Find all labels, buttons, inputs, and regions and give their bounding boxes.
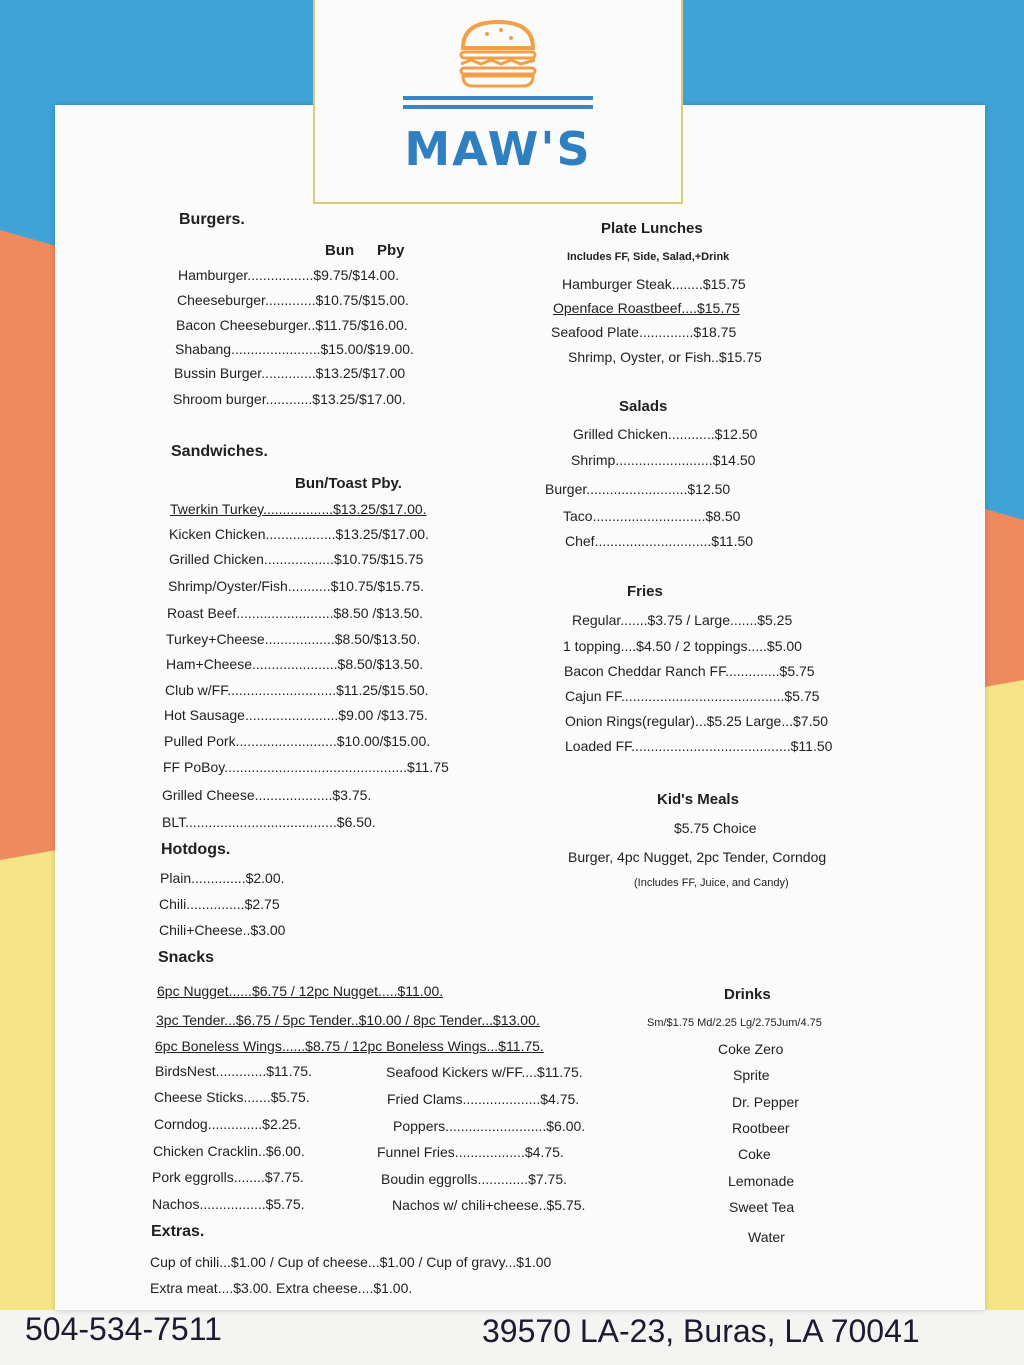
brand-name: MAW'S xyxy=(404,122,592,176)
hotdogs-title: Hotdogs. xyxy=(161,841,231,858)
address: 39570 LA-23, Buras, LA 70041 xyxy=(482,1313,920,1349)
menu-item: Shroom burger............$13.25/$17.00. xyxy=(173,391,406,407)
logo xyxy=(313,0,683,204)
menu-item: Cheeseburger.............$10.75/$15.00. xyxy=(177,292,409,308)
menu-item: 6pc Nugget......$6.75 / 12pc Nugget.....$11.00. xyxy=(157,983,444,999)
menu-item: Ham+Cheese......................$8.50/$13.50. xyxy=(166,656,424,672)
menu-item: Plain..............$2.00. xyxy=(160,870,285,886)
menu-item: Loaded FF.........................................$11.50 xyxy=(565,738,833,754)
menu-item: Regular.......$3.75 / Large.......$5.25 xyxy=(572,612,793,628)
drink-item: Rootbeer xyxy=(732,1120,790,1136)
menu-item: Grilled Chicken............$12.50 xyxy=(573,426,758,442)
kids-meals-options: Burger, 4pc Nugget, 2pc Tender, Corndog xyxy=(568,849,827,865)
drink-item: Sprite xyxy=(733,1067,770,1083)
menu-item: Funnel Fries..................$4.75. xyxy=(377,1144,564,1160)
burger-icon xyxy=(457,18,539,88)
menu-item: BLT.......................................$6.50. xyxy=(162,814,376,830)
phone-number: 504-534-7511 xyxy=(25,1311,222,1347)
logo-stripes xyxy=(403,96,593,114)
drink-item: Sweet Tea xyxy=(729,1199,795,1215)
menu-item: Seafood Plate..............$18.75 xyxy=(551,324,737,340)
menu-item: Kicken Chicken..................$13.25/$17.00. xyxy=(169,526,429,542)
menu-item: Chili...............$2.75 xyxy=(159,896,280,912)
menu-item: Chicken Cracklin..$6.00. xyxy=(153,1143,305,1159)
drink-item: Coke Zero xyxy=(718,1041,784,1057)
menu-item: Chili+Cheese..$3.00 xyxy=(159,922,286,938)
menu-item: Bacon Cheddar Ranch FF..............$5.75 xyxy=(564,663,815,679)
burgers-title: Burgers. xyxy=(179,211,245,228)
menu-item: Pork eggrolls........$7.75. xyxy=(152,1169,304,1185)
menu-item: Twerkin Turkey..................$13.25/$17.00. xyxy=(170,501,427,517)
menu-item: Club w/FF............................$11.25/$15.50. xyxy=(165,682,429,698)
kids-meals-title: Kid's Meals xyxy=(657,791,739,808)
kids-meals-price: $5.75 Choice xyxy=(674,820,757,836)
menu-item: Hot Sausage........................$9.00 /$13.75. xyxy=(164,707,428,723)
menu-item: Shrimp.........................$14.50 xyxy=(571,452,756,468)
drink-item: Coke xyxy=(738,1146,771,1162)
snacks-title: Snacks xyxy=(158,949,215,966)
menu-item: Hamburger.................$9.75/$14.00. xyxy=(178,267,400,283)
drink-item: Water xyxy=(748,1229,785,1245)
fries-title: Fries xyxy=(627,583,663,600)
menu-item: Boudin eggrolls.............$7.75. xyxy=(381,1171,567,1187)
menu-item: Cajun FF..........................................$5.75 xyxy=(565,688,820,704)
drinks-sizes: Sm/$1.75 Md/2.25 Lg/2.75Jum/4.75 xyxy=(647,1017,822,1029)
drink-item: Dr. Pepper xyxy=(732,1094,799,1110)
extras-title: Extras. xyxy=(151,1223,205,1240)
drink-item: Lemonade xyxy=(728,1173,795,1189)
menu-item: Openface Roastbeef....$15.75 xyxy=(553,300,740,316)
menu-item: Cheese Sticks.......$5.75. xyxy=(154,1089,310,1105)
plate-lunches-note: Includes FF, Side, Salad,+Drink xyxy=(567,251,730,263)
menu-item: Extra meat....$3.00. Extra cheese....$1.00. xyxy=(150,1280,413,1296)
menu-item: Shrimp/Oyster/Fish...........$10.75/$15.75. xyxy=(168,578,425,594)
menu-item: Bacon Cheeseburger..$11.75/$16.00. xyxy=(176,317,408,333)
menu-item: Poppers..........................$6.00. xyxy=(393,1118,586,1134)
menu-item: Bussin Burger..............$13.25/$17.00 xyxy=(174,365,406,381)
salads-title: Salads xyxy=(619,398,668,415)
kids-meals-note: (Includes FF, Juice, and Candy) xyxy=(634,877,789,889)
menu-item: Corndog..............$2.25. xyxy=(154,1116,302,1132)
menu-item: Burger..........................$12.50 xyxy=(545,481,731,497)
menu-item: Grilled Chicken..................$10.75/$15.75 xyxy=(169,551,424,567)
menu-item: Chef..............................$11.50 xyxy=(565,533,754,549)
menu-item: Shrimp, Oyster, or Fish..$15.75 xyxy=(568,349,762,365)
menu-item: Fried Clams....................$4.75. xyxy=(387,1091,580,1107)
menu-item: Seafood Kickers w/FF....$11.75. xyxy=(386,1064,583,1080)
menu-item: Nachos w/ chili+cheese..$5.75. xyxy=(392,1197,586,1213)
drinks-title: Drinks xyxy=(724,986,771,1003)
menu-item: Hamburger Steak........$15.75 xyxy=(562,276,746,292)
menu-item: Onion Rings(regular)...$5.25 Large...$7.50 xyxy=(565,713,829,729)
menu-item: Taco.............................$8.50 xyxy=(563,508,741,524)
burgers-col-pby: Pby xyxy=(377,242,405,259)
menu-item: Shabang.......................$15.00/$19.00. xyxy=(175,341,414,357)
menu-item: 3pc Tender...$6.75 / 5pc Tender..$10.00 / 8pc Tender...$13.00. xyxy=(156,1012,540,1028)
menu-item: 6pc Boneless Wings......$8.75 / 12pc Boneless Wings...$11.75. xyxy=(155,1038,544,1054)
menu-item: Roast Beef.........................$8.50 /$13.50. xyxy=(167,605,424,621)
menu-item: Nachos.................$5.75. xyxy=(152,1196,305,1212)
menu-item: Pulled Pork..........................$10.00/$15.00. xyxy=(164,733,431,749)
menu-item: Grilled Cheese....................$3.75. xyxy=(162,787,372,803)
menu-item: 1 topping....$4.50 / 2 toppings.....$5.00 xyxy=(563,638,802,654)
sandwiches-title: Sandwiches. xyxy=(171,443,268,460)
menu-item: FF PoBoy...............................................$11.75 xyxy=(163,759,449,775)
menu-item: Turkey+Cheese..................$8.50/$13.50. xyxy=(166,631,421,647)
plate-lunches-title: Plate Lunches xyxy=(601,220,703,237)
menu-item: Cup of chili...$1.00 / Cup of cheese...$1.00 / Cup of gravy...$1.00 xyxy=(150,1254,552,1270)
menu-item: BirdsNest.............$11.75. xyxy=(155,1063,312,1079)
burgers-col-bun: Bun xyxy=(325,242,355,259)
sandwiches-col-header: Bun/Toast Pby. xyxy=(295,475,402,492)
